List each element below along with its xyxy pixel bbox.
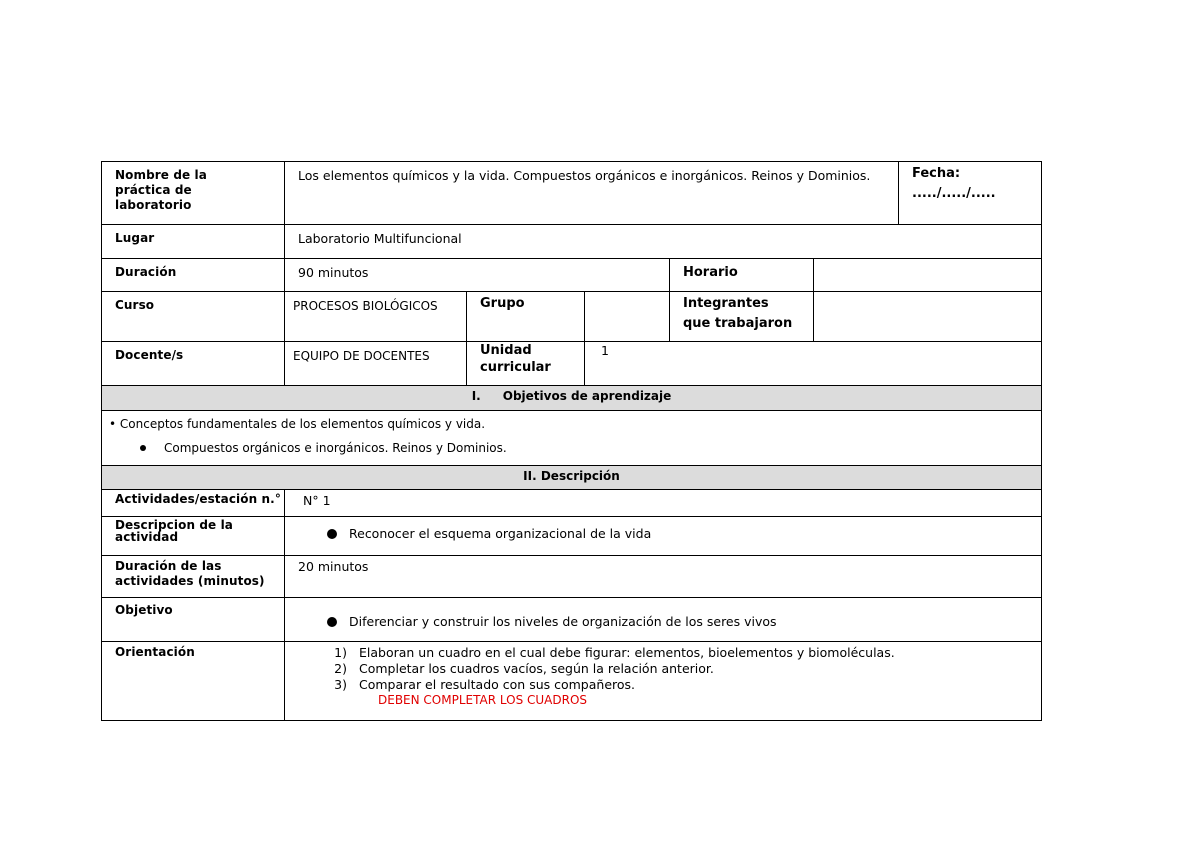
lugar-label: Lugar (115, 231, 155, 245)
duracion-label-cell (102, 259, 284, 291)
row-objetivo (101, 597, 1042, 641)
section-descripcion-title: II. Descripción (523, 469, 620, 483)
unidad-label-cell (466, 342, 584, 385)
objective-text-2: Compuestos orgánicos e inorgánicos. Reinos y Dominios. (164, 441, 507, 455)
actividad-value-cell (284, 490, 1041, 516)
docente-label: Docente/s (115, 348, 184, 362)
integrantes-label-cell (669, 292, 813, 341)
duracion-label: Duración (115, 265, 177, 279)
unidad-value: 1 (601, 343, 609, 358)
bullet-dot-icon (327, 617, 337, 627)
section-objetivos-header (101, 385, 1042, 410)
grupo-label: Grupo (480, 296, 525, 311)
lugar-value-cell (284, 225, 1041, 258)
unidad-value-cell (584, 342, 1041, 385)
docente-label-cell (102, 342, 284, 385)
descripcion-label-cell (102, 517, 284, 555)
duracion-act-value-cell (284, 556, 1041, 597)
row-objetivos (101, 410, 1042, 465)
orientacion-label-cell (102, 642, 284, 720)
row-curso (101, 291, 1042, 341)
curso-value: PROCESOS BIOLÓGICOS (293, 299, 438, 313)
grupo-value-cell[interactable] (584, 292, 669, 341)
lugar-label-cell (102, 225, 284, 258)
fecha-cell (898, 162, 1041, 224)
row-actividad (101, 489, 1042, 516)
row-descripcion (101, 516, 1042, 555)
step-item (325, 677, 1041, 693)
curso-value-cell (284, 292, 466, 341)
docente-value: EQUIPO DE DOCENTES (293, 349, 430, 363)
objective-bullet-1 (109, 416, 485, 432)
lugar-value: Laboratorio Multifuncional (298, 231, 462, 246)
horario-value-cell[interactable] (813, 259, 1041, 291)
horario-label-cell (669, 259, 813, 291)
grupo-label-cell (466, 292, 584, 341)
objective-bullet-2 (140, 440, 507, 456)
row-docente (101, 341, 1042, 385)
row-practice-name (101, 161, 1042, 224)
integrantes-value-cell[interactable] (813, 292, 1041, 341)
row-lugar (101, 224, 1042, 258)
horario-value (814, 259, 1041, 265)
step-text: Elaboran un cuadro en el cual debe figurar: elementos, bioelementos y biomoléculas. (359, 645, 895, 660)
step-text: Completar los cuadros vacíos, según la relación anterior. (359, 661, 714, 676)
duracion-act-label: Duración de las actividades (minutos) (115, 559, 265, 588)
actividad-value: N° 1 (303, 493, 331, 508)
row-duracion (101, 258, 1042, 291)
objetivo-item (285, 598, 1041, 630)
actividad-label-cell (102, 490, 284, 516)
step-number: 1) (334, 645, 347, 660)
curso-label-cell (102, 292, 284, 341)
practice-value-cell (284, 162, 898, 224)
step-number: 2) (334, 661, 347, 676)
section-objetivos-number: I. (471, 389, 481, 403)
duracion-value-cell (284, 259, 669, 291)
descripcion-value-cell (284, 517, 1041, 555)
objetivo-label: Objetivo (115, 603, 173, 617)
orientacion-steps (285, 642, 1041, 707)
objetivo-value: Diferenciar y construir los niveles de organización de los seres vivos (349, 614, 777, 629)
objetivo-value-cell (284, 598, 1041, 641)
completion-note: DEBEN COMPLETAR LOS CUADROS (378, 693, 588, 707)
lab-practice-form (101, 161, 1042, 721)
curso-label: Curso (115, 298, 155, 312)
practice-label-cell (102, 162, 284, 224)
duracion-act-value: 20 minutos (298, 559, 369, 574)
integrantes-value (814, 292, 1041, 298)
orientacion-label: Orientación (115, 645, 195, 659)
bullet-dot-icon (327, 529, 337, 539)
bullet-dot-icon (140, 445, 146, 451)
descripcion-value: Reconocer el esquema organizacional de la vida (349, 526, 652, 541)
orientacion-value-cell (284, 642, 1041, 720)
row-duracion-actividades (101, 555, 1042, 597)
practice-value: Los elementos químicos y la vida. Compuestos orgánicos e inorgánicos. Reinos y Dominios. (298, 168, 871, 183)
duracion-act-label-cell (102, 556, 284, 597)
step-text: Comparar el resultado con sus compañeros. (359, 677, 636, 692)
objetivo-label-cell (102, 598, 284, 641)
step-item (325, 645, 1041, 661)
duracion-value: 90 minutos (298, 265, 369, 280)
step-number: 3) (334, 677, 347, 692)
bullet-icon: • (109, 417, 117, 431)
docente-value-cell (284, 342, 466, 385)
grupo-value (585, 292, 669, 298)
step-item (325, 661, 1041, 677)
fecha-label: Fecha: ...../...../..... (912, 166, 996, 201)
row-orientacion (101, 641, 1042, 721)
steps-list (325, 645, 1041, 693)
section-objetivos-title: Objetivos de aprendizaje (502, 389, 672, 403)
section-descripcion-header (101, 465, 1042, 489)
practice-label: Nombre de la práctica de laboratorio (115, 168, 207, 212)
horario-label: Horario (683, 265, 738, 280)
descripcion-label: Descripcion de la actividad (115, 518, 233, 544)
integrantes-label: Integrantes que trabajaron (683, 296, 793, 331)
objective-text-1: Conceptos fundamentales de los elementos químicos y vida. (119, 417, 486, 431)
actividad-label: Actividades/estación n.° (115, 492, 281, 506)
descripcion-item (285, 517, 1041, 542)
unidad-label: Unidad curricular (480, 343, 551, 375)
